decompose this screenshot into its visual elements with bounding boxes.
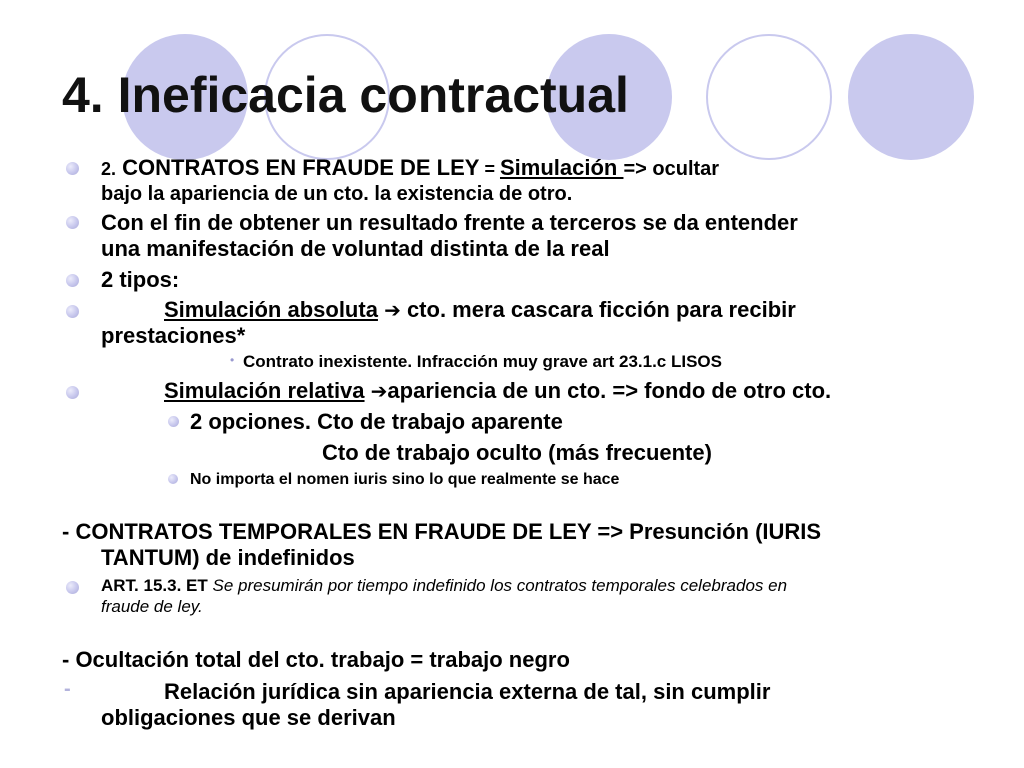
bullet-icon [66, 305, 79, 318]
relativa-description: apariencia de un cto. => fondo de otro cto. [387, 378, 832, 403]
sub-bullet-dot-icon: • [230, 353, 235, 367]
bullet-relacion-juridica: Relación jurídica sin apariencia externa de tal, sin cumplir [164, 679, 771, 704]
bullet-2-tipos: 2 tipos: [101, 267, 180, 292]
arrow-right-icon: ➔ [370, 381, 388, 403]
simulacion-relativa-label: Simulación relativa [164, 378, 365, 403]
bullet-icon [66, 162, 79, 175]
bullet-contratos-fraude [101, 156, 719, 181]
sub-nomen-iuris: No importa el nomen iuris sino lo que realmente se hace [190, 471, 620, 488]
equals-sign: = [479, 159, 500, 179]
bullet-relacion-juridica-line2: obligaciones que se derivan [101, 705, 396, 730]
bullet-contratos-fraude-line2: bajo la apariencia de un cto. la existencia de otro. [101, 183, 573, 205]
arrow-right-icon: ➔ [384, 300, 401, 322]
bullet-icon [66, 216, 79, 229]
bullet-icon [66, 581, 79, 594]
sub-2-opciones: 2 opciones. Cto de trabajo aparente [190, 409, 563, 434]
sub-contrato-inexistente: Contrato inexistente. Infracción muy grave art 23.1.c LISOS [243, 352, 722, 371]
absoluta-description: cto. mera cascara ficción para recibir [400, 297, 796, 322]
heading-ocultacion-total: - Ocultación total del cto. trabajo = trabajo negro [62, 647, 570, 672]
bullet-simulacion-absoluta-line2: prestaciones* [101, 323, 246, 348]
slide-title: 4. Ineficacia contractual [62, 67, 629, 123]
bullet-art-15-3 [101, 576, 787, 596]
bullet-number: 2. [101, 159, 117, 179]
simulacion-term: Simulación [499, 155, 624, 180]
sub-2-opciones-line2: Cto de trabajo oculto (más frecuente) [322, 440, 712, 465]
article-reference: ART. 15.3. ET [101, 576, 208, 595]
bullet-simulacion-absoluta [164, 298, 796, 323]
sub-bullet-icon [168, 474, 178, 484]
simulacion-absoluta-label: Simulación absoluta [164, 297, 378, 322]
ocultar-text: => ocultar [623, 158, 720, 180]
bullet-art-15-3-line2: fraude de ley. [101, 597, 203, 616]
article-text: Se presumirán por tiempo indefinido los contratos temporales celebrados en [207, 576, 788, 595]
dash-bullet-icon: - [64, 678, 71, 700]
bullet-icon [66, 386, 79, 399]
caps-heading: CONTRATOS EN FRAUDE DE LEY [122, 155, 480, 180]
bullet-fin-line2: una manifestación de voluntad distinta de la real [101, 236, 610, 261]
heading-contratos-temporales-line2: TANTUM) de indefinidos [101, 545, 355, 570]
sub-bullet-icon [168, 416, 179, 427]
bullet-simulacion-relativa [164, 379, 831, 404]
bullet-fin-line1: Con el fin de obtener un resultado frente a terceros se da entender [101, 210, 798, 235]
bullet-icon [66, 274, 79, 287]
heading-contratos-temporales: - CONTRATOS TEMPORALES EN FRAUDE DE LEY => Presunción (IURIS [62, 519, 822, 544]
